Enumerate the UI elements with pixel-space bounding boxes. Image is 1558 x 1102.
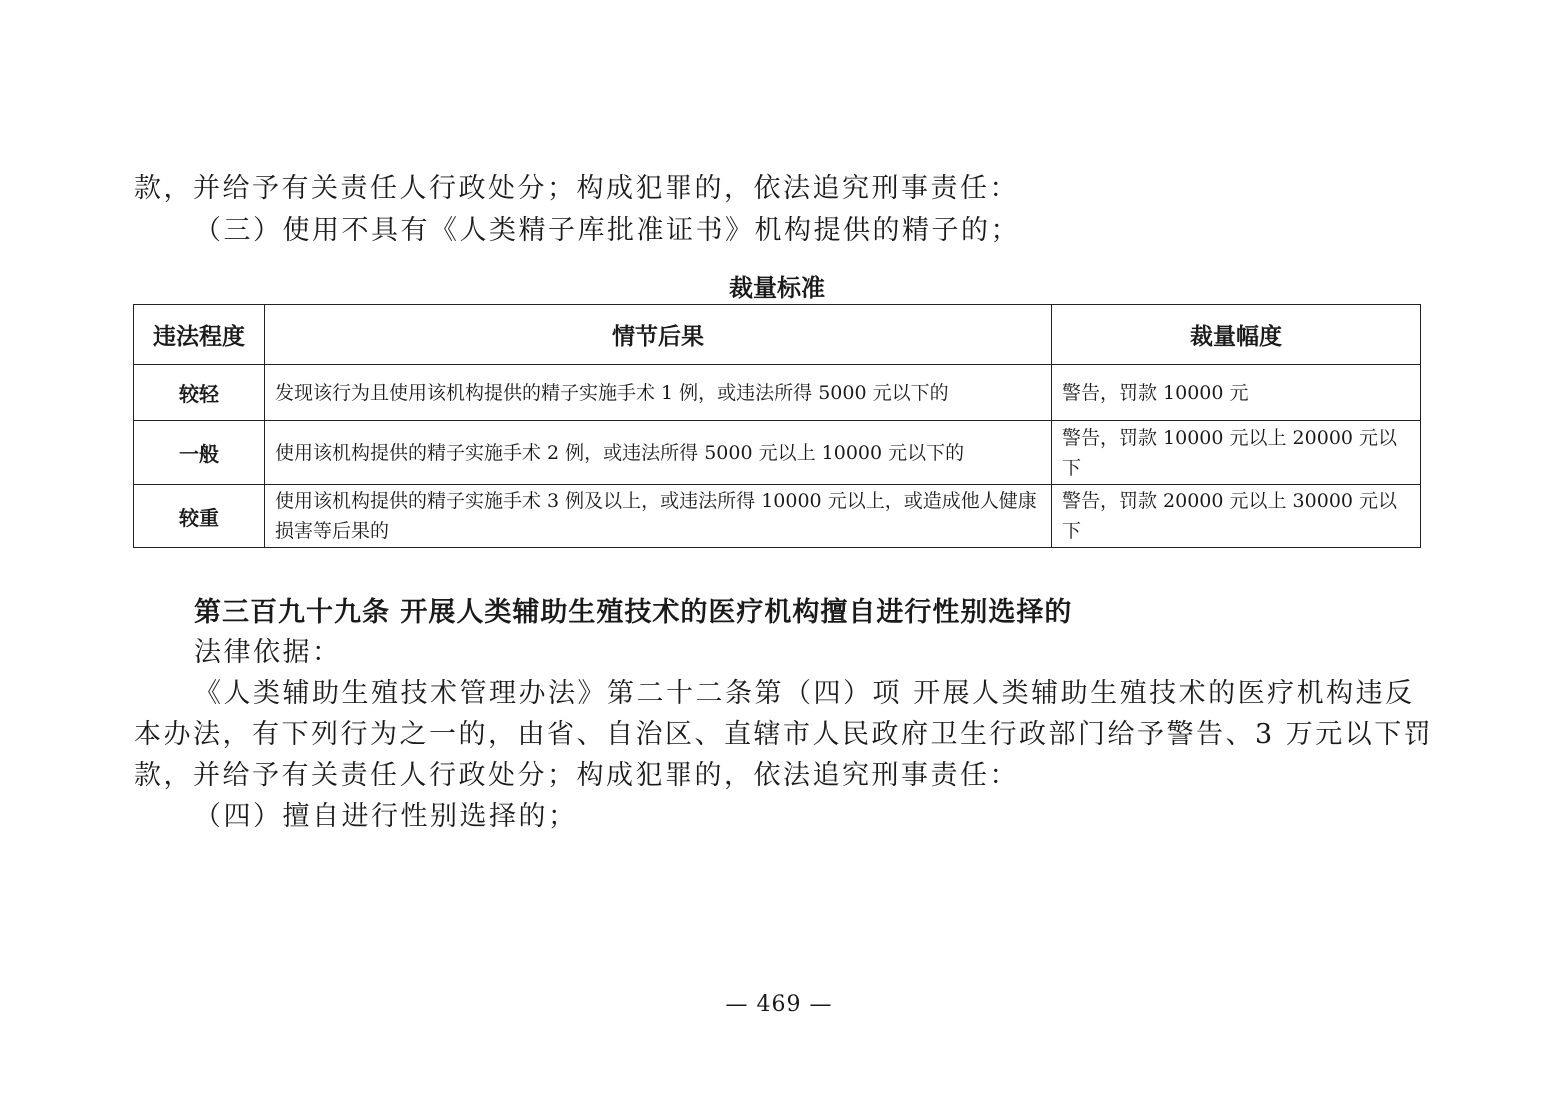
- table-title: 裁量标准: [729, 274, 825, 302]
- table-row: [134, 365, 1421, 421]
- legal-basis-line-1: 《人类辅助生殖技术管理办法》第二十二条第（四）项 开展人类辅助生殖技术的医疗机构违反: [194, 678, 1415, 709]
- table-row: [134, 485, 1421, 548]
- consequence-cell: 发现该行为且使用该机构提供的精子实施手术 1 例，或违法所得 5000 元以下的: [265, 365, 1052, 421]
- consequence-cell: 使用该机构提供的精子实施手术 3 例及以上，或违法所得 10000 元以上，或造成他人健康损害等后果的: [265, 485, 1052, 548]
- paragraph-item-three: （三）使用不具有《人类精子库批准证书》机构提供的精子的；: [194, 215, 1020, 246]
- degree-cell: 较轻: [134, 365, 265, 421]
- degree-cell: 一般: [134, 421, 265, 485]
- paragraph-continuation: 款，并给予有关责任人行政处分；构成犯罪的，依法追究刑事责任：: [134, 173, 1019, 204]
- range-cell: 警告，罚款 10000 元: [1052, 365, 1421, 421]
- table-row: [134, 421, 1421, 485]
- table-header-row: [134, 305, 1421, 365]
- discretion-standard-table: [133, 304, 1421, 548]
- article-item-four: （四）擅自进行性别选择的；: [194, 801, 578, 832]
- consequence-cell: 使用该机构提供的精子实施手术 2 例，或违法所得 5000 元以上 10000 元以下的: [265, 421, 1052, 485]
- range-cell: 警告，罚款 20000 元以上 30000 元以下: [1052, 485, 1421, 548]
- article-heading: 第三百九十九条 开展人类辅助生殖技术的医疗机构擅自进行性别选择的: [194, 597, 1073, 628]
- range-cell: 警告，罚款 10000 元以上 20000 元以下: [1052, 421, 1421, 485]
- legal-basis-label: 法律依据：: [194, 637, 342, 668]
- page-number: — 469 —: [725, 992, 833, 1017]
- legal-basis-line-3: 款，并给予有关责任人行政处分；构成犯罪的，依法追究刑事责任：: [134, 760, 1019, 791]
- degree-cell: 较重: [134, 485, 265, 548]
- header-range: 裁量幅度: [1052, 305, 1421, 365]
- legal-basis-line-2: 本办法，有下列行为之一的，由省、自治区、直辖市人民政府卫生行政部门给予警告、3 万元以下罚: [134, 719, 1434, 750]
- header-consequence: 情节后果: [265, 305, 1052, 365]
- header-degree: 违法程度: [134, 305, 265, 365]
